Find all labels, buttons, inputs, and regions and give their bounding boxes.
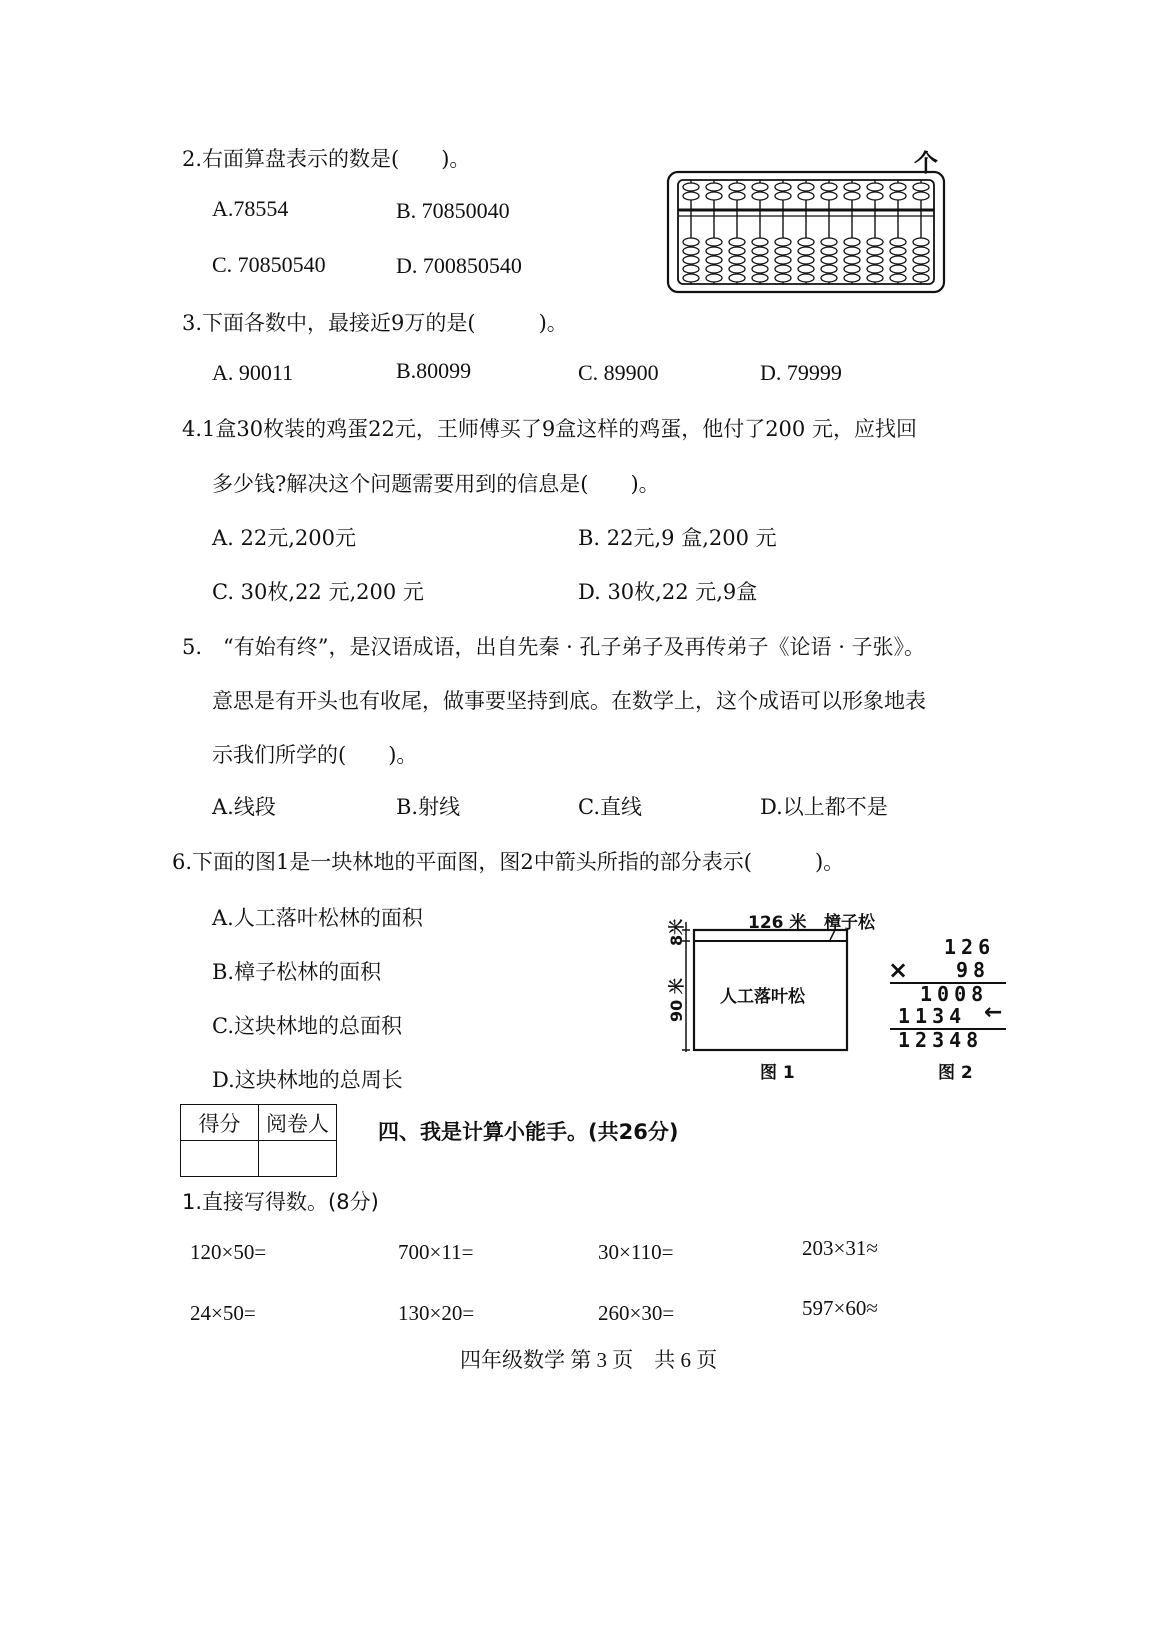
- score-header: 得分: [181, 1105, 259, 1141]
- q2-option-d: D. 700850540: [396, 253, 522, 278]
- fig1-width-label: 126 米: [748, 913, 807, 933]
- abacus-ones-label: 个: [914, 149, 938, 177]
- q5-option-b: B.射线: [396, 795, 461, 819]
- q4-line1: 4.1盒30枚装的鸡蛋22元，王师傅买了9盒这样的鸡蛋，他付了200 元，应找回: [182, 417, 917, 441]
- q5-line3: 示我们所学的( )。: [212, 743, 418, 767]
- q4-line2: 多少钱?解决这个问题需要用到的信息是( )。: [212, 472, 660, 496]
- q5-option-a: A.线段: [212, 795, 276, 819]
- fig2-arrow-icon: ←: [984, 1000, 1003, 1025]
- calc-1-3: 30×110=: [598, 1240, 674, 1264]
- fig2-caption: 图 2: [938, 1063, 973, 1083]
- grader-cell[interactable]: [259, 1141, 337, 1177]
- fig1-pine-label: 樟子松: [824, 913, 875, 933]
- abacus-figure: [666, 170, 946, 294]
- calc-2-2: 130×20=: [398, 1301, 475, 1325]
- q2-option-a: A.78554: [212, 196, 289, 221]
- q6-option-b: B.樟子松林的面积: [212, 960, 382, 984]
- calc-1-1: 120×50=: [190, 1240, 267, 1264]
- q5-line2: 意思是有开头也有收尾，做事要坚持到底。在数学上，这个成语可以形象地表: [212, 689, 926, 713]
- q6-option-c: C.这块林地的总面积: [212, 1014, 402, 1038]
- calc-1-4: 203×31≈: [802, 1236, 878, 1260]
- calc-2-4: 597×60≈: [802, 1296, 878, 1320]
- q3-option-b: B.80099: [396, 358, 472, 383]
- q6-option-a: A.人工落叶松林的面积: [212, 906, 423, 930]
- q5-option-c: C.直线: [578, 795, 642, 819]
- fig2-multiplicand: 126: [944, 935, 996, 959]
- fig2-partial-1: 1008: [920, 982, 989, 1006]
- calc-2-3: 260×30=: [598, 1301, 675, 1325]
- fig2-product: 12348: [898, 1028, 984, 1052]
- q6-stem: 6.下面的图1是一块林地的平面图，图2中箭头所指的部分表示( )。: [172, 850, 845, 874]
- fig1-strip-height-label: 8米: [667, 918, 686, 946]
- calc-2-1: 24×50=: [190, 1301, 256, 1325]
- calc-1-2: 700×11=: [398, 1240, 474, 1264]
- q3-stem: 3.下面各数中，最接近9万的是( )。: [182, 311, 568, 335]
- fig2-partial-2: 1134: [898, 1004, 967, 1028]
- fig1-caption: 图 1: [760, 1063, 795, 1083]
- q3-option-c: C. 89900: [578, 360, 659, 385]
- page-footer: 四年级数学 第 3 页 共 6 页: [460, 1348, 718, 1372]
- q5-option-d: D.以上都不是: [760, 795, 888, 819]
- q2-option-c: C. 70850540: [212, 252, 326, 277]
- section4-q1-title: 1.直接写得数。(8分): [182, 1190, 379, 1214]
- q3-option-d: D. 79999: [760, 360, 842, 385]
- q6-option-d: D.这块林地的总周长: [212, 1068, 403, 1092]
- q4-option-a: A. 22元,200元: [212, 526, 356, 550]
- q2-option-b: B. 70850040: [396, 198, 510, 223]
- score-cell[interactable]: [181, 1141, 259, 1177]
- fig1-height-label: 90 米: [667, 978, 686, 1022]
- fig2-multiply-sign: ×: [888, 956, 909, 984]
- q5-line1: 5. “有始有终”，是汉语成语，出自先秦 · 孔子弟子及再传弟子《论语 · 子张》。: [182, 635, 926, 659]
- q4-option-c: C. 30枚,22 元,200 元: [212, 580, 424, 604]
- q2-stem: 2.右面算盘表示的数是( )。: [182, 147, 471, 171]
- section4-title: 四、我是计算小能手。(共26分): [378, 1120, 679, 1144]
- score-table: [180, 1104, 337, 1177]
- fig1-inner-label: 人工落叶松: [720, 987, 805, 1007]
- q4-option-d: D. 30枚,22 元,9盒: [578, 580, 758, 604]
- q3-option-a: A. 90011: [212, 360, 294, 385]
- grader-header: 阅卷人: [259, 1105, 337, 1141]
- fig2-multiplier: 98: [956, 958, 991, 982]
- q4-option-b: B. 22元,9 盒,200 元: [578, 526, 777, 550]
